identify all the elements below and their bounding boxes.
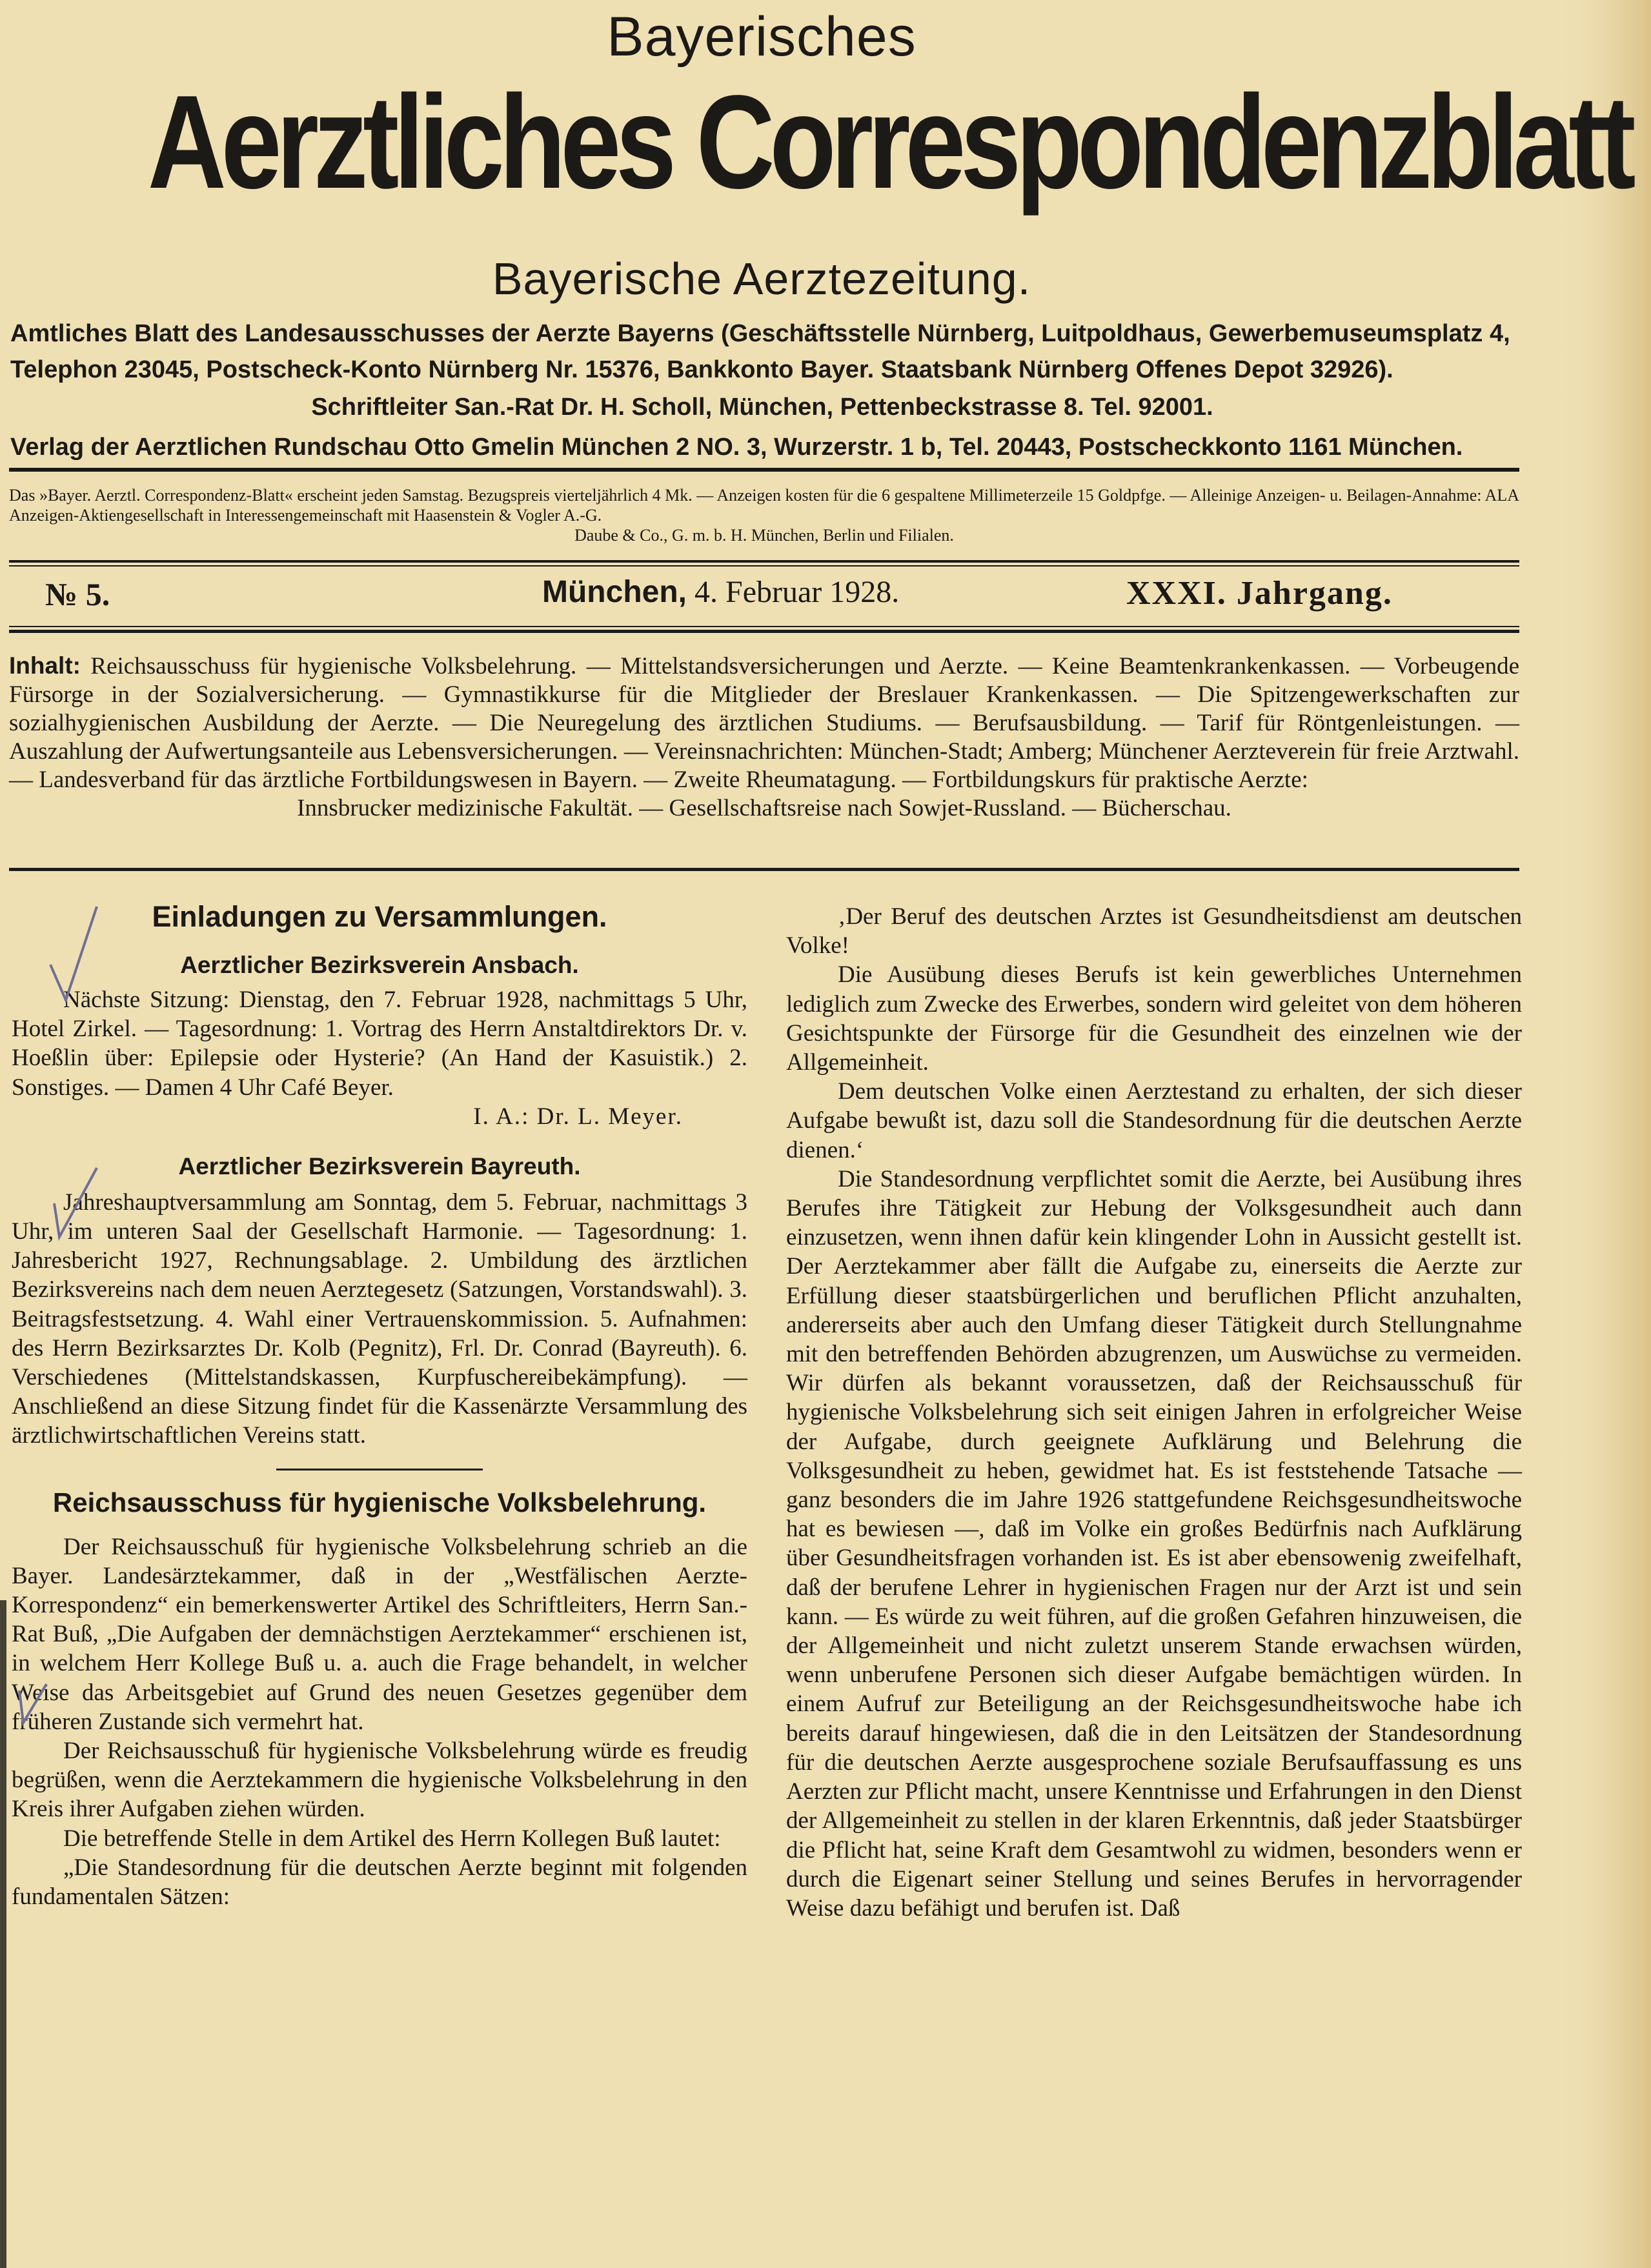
contents-text: Reichsausschuss für hygienische Volksbelehrung. — Mittelstandsversicherungen und Aerzte. — Keine Beamtenkrankenkassen. — Vorbeugende Fürsorge in der Sozialversicherung. — Gymnastikkurse für die Mitglieder der Breslauer Krankenkassen. — Die Spitzengewerkschaften zur sozialhygienischen Ausbildung der Aerzte. — Die Neuregelung des ärztlichen Studiums. — Berufsausbildung. — Tarif für Röntgenleistungen. — Auszahlung der Aufwertungsanteile aus Lebensversicherungen. — Vereinsnachrichten: München-Stadt; Amberg; Münchener Aerzteverein für freie Arztwahl. — Landesverband für das ärztliche Fortbildungswesen in Bayern. — Zweite Rheumatagung. — Fortbildungskurs für praktische Aerzte:: [9, 653, 1520, 793]
ansbach-text: Nächste Sitzung: Dienstag, den 7. Februar 1928, nachmittags 5 Uhr, Hotel Zirkel. — Tagesordnung: 1. Vortrag des Herrn Anstaltdirektors Dr. v. Hoeßlin über: Epilepsie oder Hysterie? (An Hand der Kasuistik.) 2. Sonstiges. — Damen 4 Uhr Café Beyer.: [12, 987, 747, 1101]
bayreuth-text: Jahreshauptversammlung am Sonntag, dem 5. Februar, nachmittags 3 Uhr, im unteren Saal der Gesellschaft Harmonie. — Tagesordnung: 1. Jahresbericht 1927, Rechnungsablage. 2. Umbildung des ärztlichen Bezirksvereins nach dem neuen Aerztegesetz (Satzungen, Vorstandswahl). 3. Beitragsfestsetzung. 4. Wahl einer Vertrauenskommission. 5. Aufnahmen: des Herrn Bezirksarztes Dr. Kolb (Pegnitz), Frl. Dr. Conrad (Bayreuth). 6. Verschiedenes (Mittelstandskassen, Kurpfuschereibekämpfung). — Anschließend an diese Sitzung findet für die Kassenärzte Versammlung des ärztlichwirtschaftlichen Vereins statt.: [12, 1189, 747, 1449]
issue-dateline: [542, 574, 899, 610]
pencil-check-mark-icon: [45, 1165, 103, 1242]
masthead-title: Aerztliches Correspondenzblatt: [147, 68, 1631, 216]
pencil-check-mark-icon: [39, 903, 103, 1007]
imprint-last-line: Daube & Co., G. m. b. H. München, Berlin und Filialen.: [574, 526, 954, 545]
left-column: [12, 900, 747, 1911]
section-divider: [276, 1469, 483, 1470]
quote-paragraph-2: Die Ausübung dieses Berufs ist kein gewerbliches Unternehmen lediglich zum Zwecke des Erwerbes, sondern wird geleitet von dem höheren Gesichtspunkte der Fürsorge für die Gesundheit des einzelnen wie der Allgemeinheit.: [786, 961, 1522, 1076]
publisher-line-editor: Schriftleiter San.-Rat Dr. H. Scholl, München, Pettenbeckstrasse 8. Tel. 92001.: [311, 394, 1213, 421]
pencil-check-mark-icon: [14, 1678, 53, 1729]
reich-paragraph-4: „Die Standesordnung für die deutschen Aerzte beginnt mit folgenden fundamentalen Sätzen:: [12, 1854, 747, 1911]
masthead-subtitle: Bayerische Aerztezeitung.: [492, 254, 1031, 304]
quote-paragraph-3: Dem deutschen Volke einen Aerztestand zu erhalten, der sich dieser Aufgabe bewußt ist, dazu soll die Standesordnung für die deutschen Aerzte dienen.‘: [786, 1078, 1522, 1163]
article-paragraph: Die Standesordnung verpflichtet somit die Aerzte, bei Ausübung ihres Berufes ihre Tätigkeit zur Hebung der Volksgesundheit auch dann einzusetzen, wenn ihnen dafür kein klingender Lohn in Aussicht gestellt ist. Der Aerztekammer aber fällt die Aufgabe zu, einerseits die Aerzte zur Erfüllung dieser staatsbürgerlichen und beruflichen Pflicht anzuhalten, andererseits aber auch den Umfang dieser Tätigkeit durch Stellungnahme mit den betreffenden Behörden abzugrenzen, um Auswüchse zu vermeiden. Wir dürfen als bekannt voraussetzen, daß der Reichsausschuß für hygienische Volksbelehrung sich seit einigen Jahren in erfolgreicher Weise der Aufgabe, durch geeignete Aufklärung und Belehrung die Volksgesundheit zu heben, gewidmet hat. Es ist feststehende Tatsache — ganz besonders die im Jahre 1926 stattgefundene Reichsgesundheitswoche hat es bewiesen —, daß im Volke ein großes Bedürfnis nach Aufklärung über Gesundheitsfragen vorhanden ist. Es ist aber ebensowenig zweifelhaft, daß der berufene Lehrer in hygienischen Fragen nur der Arzt ist und sein kann. — Es würde zu weit führen, auf die großen Gefahren hinzuweisen, die der Allgemeinheit und nicht zuletzt unserem Stande erwachsen würden, wenn unberufene Personen sich dieser Aufgabe bemächtigen würden. In einem Aufruf zur Beteiligung an der Reichsgesundheitswoche habe ich bereits darauf hingewiesen, daß die in den Leitsätzen der Standesordnung für die deutschen Aerzte ausgesprochene soziale Berufsauffassung es uns Aerzten zur Pflicht macht, unsere Kenntnisse und Erfahrungen in den Dienst der Allgemeinheit zu stellen in der klaren Erkenntnis, daß jeder Staatsbürger die Pflicht hat, seine Kraft dem Gesamtwohl zu widmen, besonders wenn er durch die Eigenart seiner Stellung und seines Berufes in hervorragender Weise dazu befähigt und berufen ist. Daß: [786, 1165, 1522, 1922]
issue-city: München,: [542, 575, 687, 609]
masthead-kicker: Bayerisches: [607, 6, 917, 68]
contents-last-line: Innsbrucker medizinische Fakultät. — Gesellschaftsreise nach Sowjet-Russland. — Bücherschau.: [297, 795, 1231, 821]
issue-volume: XXXI. Jahrgang.: [1126, 575, 1393, 612]
ansbach-signature: I. A.: Dr. L. Meyer.: [473, 1103, 683, 1130]
reich-paragraph-1: Der Reichsausschuß für hygienische Volksbelehrung schrieb an die Bayer. Landesärztekammer, daß in der „Westfälischen Aerzte-Korrespondenz“ ein bemerkenswerter Artikel des Schriftleiters, Herrn San.-Rat Buß, „Die Aufgaben der demnächstigen Aerztekammer“ erschienen ist, in welchem Herr Kollege Buß u. a. auch die Frage behandelt, in welcher Weise das Arbeitsgebiet auf Grund des neuen Gesetzes gegenüber dem früheren Zustande sich vermehrt hat.: [12, 1533, 747, 1735]
publisher-line-official: Amtliches Blatt des Landesausschusses der Aerzte Bayerns (Geschäftsstelle Nürnberg, Luitpoldhaus, Gewerbemuseumsplatz 4,: [10, 320, 1510, 347]
publisher-line-press: Verlag der Aerztlichen Rundschau Otto Gmelin München 2 NO. 3, Wurzerstr. 1 b, Tel. 20443, Postscheckkonto 1161 München.: [10, 434, 1463, 461]
publisher-line-accounts: Telephon 23045, Postscheck-Konto Nürnberg Nr. 15376, Bankkonto Bayer. Staatsbank Nürnberg Offenes Depot 32926).: [10, 356, 1393, 383]
issue-bar-top-rule: [9, 560, 1519, 563]
header-rule: [9, 468, 1519, 472]
quote-paragraph-1: ‚Der Beruf des deutschen Arztes ist Gesundheitsdienst am deutschen Volke!: [786, 903, 1522, 959]
ansbach-title: Aerztlicher Bezirksverein Ansbach.: [180, 952, 579, 978]
issue-bar-bottom-rule-thin: [9, 626, 1519, 627]
issue-date: 4. Februar 1928.: [694, 575, 900, 609]
issue-bar-top-rule-thin: [9, 565, 1519, 567]
bayreuth-title: Aerztlicher Bezirksverein Bayreuth.: [178, 1152, 581, 1179]
issue-bar-bottom-rule: [9, 630, 1519, 633]
issue-number: № 5.: [45, 576, 110, 612]
imprint-notice: [9, 485, 1519, 545]
section-title-meetings: Einladungen zu Versammlungen.: [152, 900, 607, 933]
reich-paragraph-3: Die betreffende Stelle in dem Artikel des Herrn Kollegen Buß lautet:: [63, 1825, 721, 1852]
imprint-text: Das »Bayer. Aerztl. Correspondenz-Blatt« erscheint jeden Samstag. Bezugspreis vierteljährlich 4 Mk. — Anzeigen kosten für die 6 gespaltene Millimeterzeile 15 Goldpfge. — Alleinige Anzeigen- u. Beilagen-Annahme: ALA Anzeigen-Aktiengesellschaft in Interessengemeinschaft mit Haasenstein & Vogler A.-G.: [9, 486, 1519, 525]
reich-title: Reichsausschuss für hygienische Volksbelehrung.: [52, 1487, 707, 1518]
contents-bottom-rule: [9, 868, 1519, 871]
contents-label: Inhalt:: [9, 652, 81, 679]
reich-paragraph-2: Der Reichsausschuß für hygienische Volksbelehrung würde es freudig begrüßen, wenn die Aerztekammern die hygienische Volksbelehrung in den Kreis ihrer Aufgaben ziehen würden.: [12, 1738, 747, 1823]
table-of-contents: [9, 652, 1519, 823]
right-column: [786, 902, 1522, 1923]
